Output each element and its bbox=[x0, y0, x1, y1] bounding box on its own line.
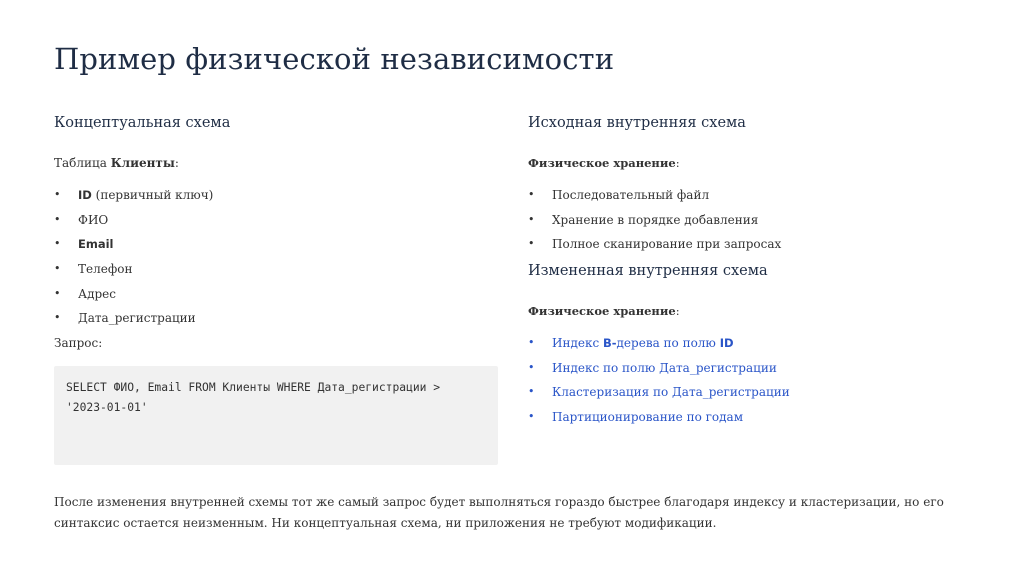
list-item bbox=[54, 211, 498, 229]
bullet-icon: • bbox=[528, 188, 535, 201]
list-item bbox=[54, 235, 498, 253]
sql-line-2: '2023-01-01' bbox=[66, 401, 148, 415]
bullet-icon: • bbox=[528, 237, 535, 251]
list-item-text: Индекс по полю Дата_регистрации bbox=[552, 360, 777, 375]
bullet-icon: • bbox=[54, 262, 61, 276]
storage-label-suffix: : bbox=[675, 156, 680, 170]
list-item-text: Полное сканирование при запросах bbox=[552, 237, 782, 252]
conclusion-text: После изменения внутренней схемы тот же самый запрос будет выполняться гораздо быстрее благодаря индексу и кластеризации, но его синтаксис остается неизменным. Ни концептуальная схема, ни приложения не требуют модификации. bbox=[54, 495, 944, 530]
list-item bbox=[54, 186, 498, 204]
list-item bbox=[528, 186, 968, 204]
storage-label-text: Физическое хранение bbox=[528, 156, 676, 170]
sql-line-1: SELECT ФИО, Email FROM Клиенты WHERE Дата_регистрации > bbox=[66, 381, 441, 395]
table-caption-suffix: : bbox=[174, 156, 179, 170]
bullet-icon: • bbox=[54, 212, 61, 226]
internal-schema-column bbox=[528, 112, 968, 433]
list-item bbox=[528, 211, 968, 229]
list-item-bold: B- bbox=[603, 336, 617, 351]
modified-schema-heading: Измененная внутренняя схема bbox=[528, 263, 768, 280]
list-item bbox=[528, 235, 968, 253]
original-schema-heading: Исходная внутренняя схема bbox=[528, 115, 746, 131]
conceptual-schema-column bbox=[54, 112, 498, 465]
bullet-icon: • bbox=[528, 410, 535, 424]
bullet-icon: • bbox=[528, 360, 535, 374]
list-item-text: Индекс bbox=[552, 336, 603, 351]
modified-schema-section bbox=[528, 260, 968, 426]
list-item bbox=[54, 260, 498, 278]
original-storage-label bbox=[528, 154, 968, 172]
bullet-icon: • bbox=[54, 311, 61, 325]
bullet-icon: • bbox=[54, 237, 61, 251]
bullet-icon: • bbox=[528, 212, 535, 226]
field-note: ФИО bbox=[78, 212, 109, 227]
list-item bbox=[54, 285, 498, 303]
bullet-icon: • bbox=[54, 188, 61, 201]
modified-storage-label bbox=[528, 302, 968, 320]
bullet-icon: • bbox=[528, 385, 535, 399]
list-item-text: Кластеризация по Дата_регистрации bbox=[552, 385, 790, 400]
field-note: Адрес bbox=[78, 286, 116, 301]
table-caption bbox=[54, 154, 498, 172]
field-name: ID bbox=[78, 188, 92, 202]
table-caption-prefix: Таблица bbox=[54, 156, 107, 170]
list-item bbox=[528, 334, 968, 352]
field-note: (первичный ключ) bbox=[91, 188, 214, 202]
list-item bbox=[528, 383, 968, 401]
storage-label-suffix: : bbox=[675, 304, 680, 319]
list-item bbox=[54, 309, 498, 327]
page-title: Пример физической независимости bbox=[54, 42, 615, 76]
bullet-icon: • bbox=[528, 336, 535, 350]
query-label: Запрос: bbox=[54, 336, 103, 351]
bullet-icon: • bbox=[54, 286, 61, 300]
list-item-text: Хранение в порядке добавления bbox=[552, 212, 759, 227]
field-name: Email bbox=[78, 237, 114, 252]
modified-storage-list bbox=[528, 334, 968, 426]
field-note: Дата_регистрации bbox=[78, 311, 196, 326]
table-name: Клиенты bbox=[110, 156, 175, 170]
storage-label-text: Физическое хранение bbox=[528, 304, 676, 319]
sql-code-block bbox=[54, 366, 498, 465]
list-item-bold: ID bbox=[719, 336, 734, 351]
list-item-text: Партиционирование по годам bbox=[552, 410, 744, 425]
conceptual-schema-heading: Концептуальная схема bbox=[54, 115, 231, 131]
list-item bbox=[528, 359, 968, 377]
original-storage-list bbox=[528, 186, 968, 253]
list-item bbox=[528, 408, 968, 426]
list-item-text: Последовательный файл bbox=[552, 188, 710, 202]
field-note: Телефон bbox=[78, 262, 133, 277]
field-list bbox=[54, 186, 498, 327]
list-item-text: дерева по полю bbox=[616, 336, 720, 351]
